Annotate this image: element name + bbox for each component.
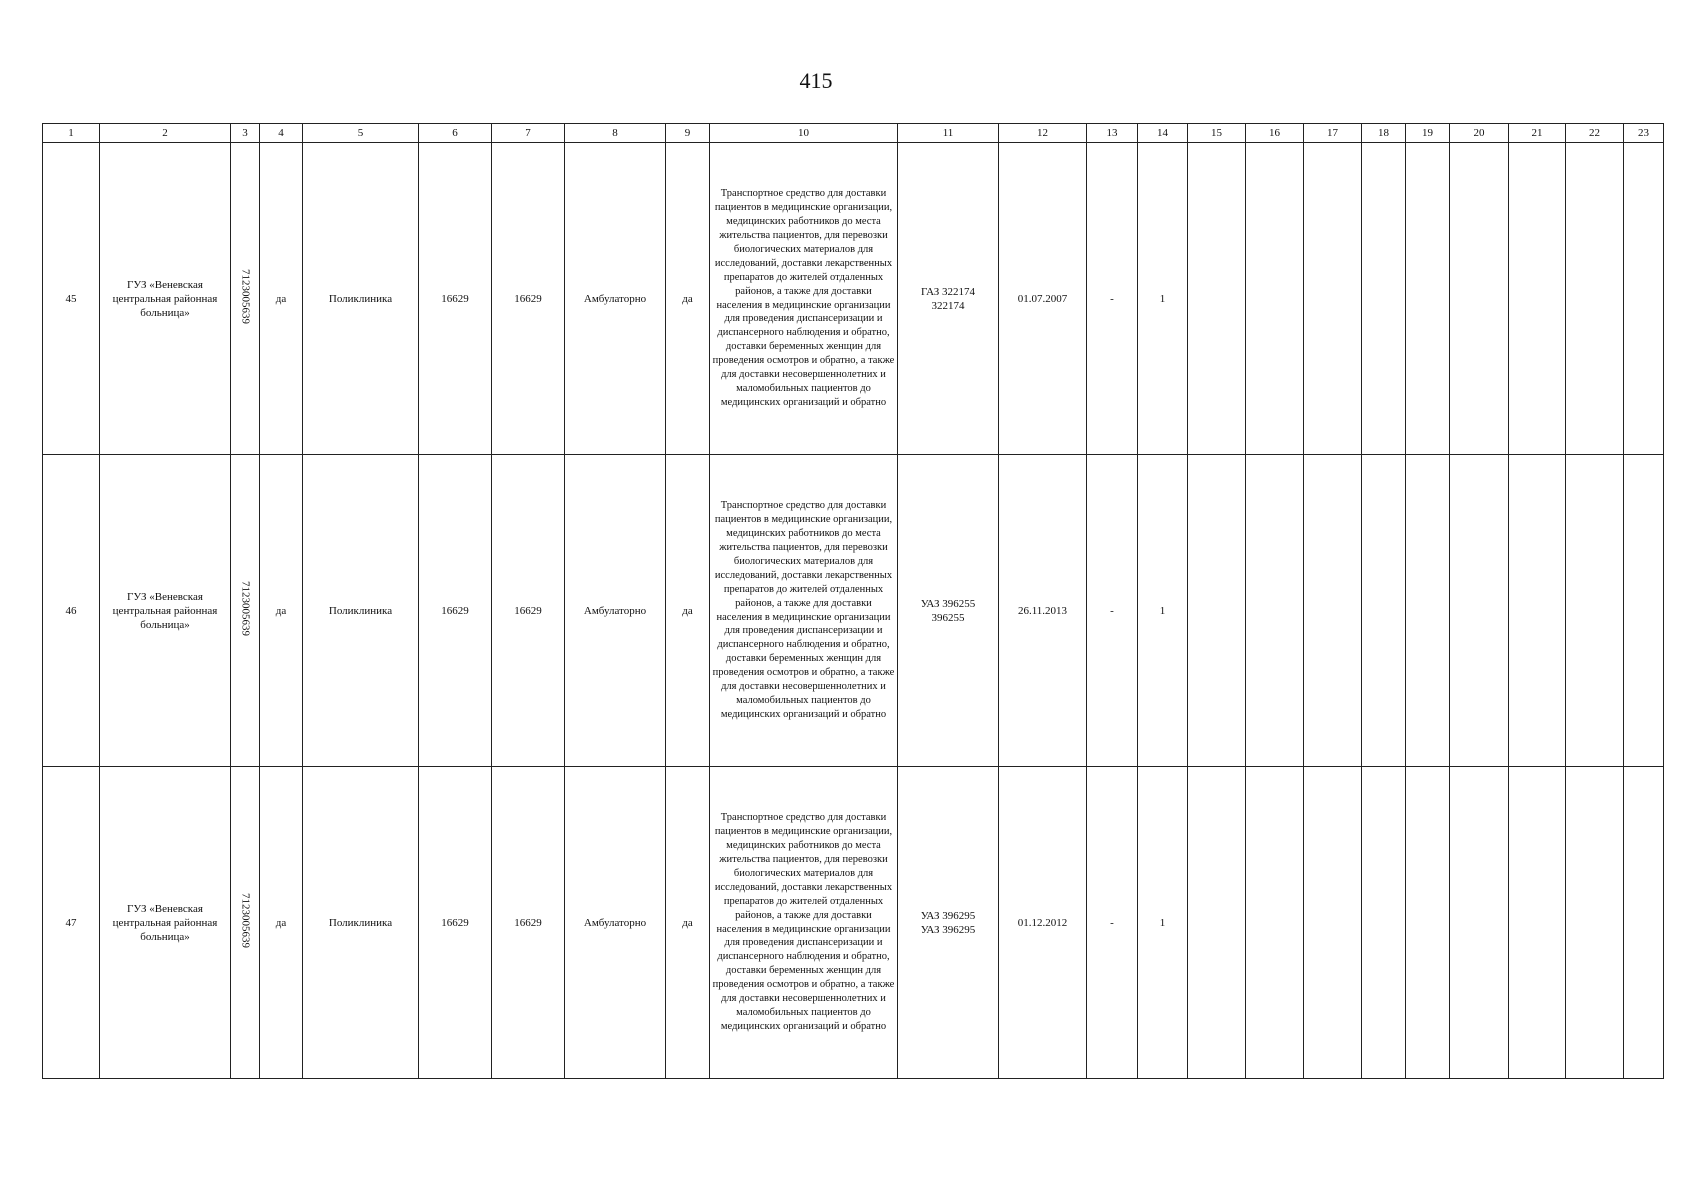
empty-cell (1624, 767, 1664, 1079)
row-number-cell: 46 (43, 455, 100, 767)
column-header: 21 (1509, 124, 1566, 143)
empty-cell (1509, 767, 1566, 1079)
row-number-cell: 45 (43, 143, 100, 455)
table-row (43, 767, 1664, 1079)
column-header: 6 (419, 124, 492, 143)
empty-cell (1406, 767, 1450, 1079)
flag-cell: да (260, 455, 303, 767)
population-cell: 16629 (419, 455, 492, 767)
empty-cell (1188, 455, 1246, 767)
organization-cell: ГУЗ «Веневская центральная районная больница» (100, 767, 231, 1079)
dash-cell: - (1087, 767, 1138, 1079)
department-cell: Поликлиника (303, 767, 419, 1079)
date-cell: 01.07.2007 (999, 143, 1087, 455)
column-header: 9 (666, 124, 710, 143)
empty-cell (1566, 143, 1624, 455)
empty-cell (1406, 455, 1450, 767)
vehicle-model-line: 322174 (931, 299, 965, 312)
column-header: 1 (43, 124, 100, 143)
column-header: 16 (1246, 124, 1304, 143)
population-cell: 16629 (492, 455, 565, 767)
column-header: 8 (565, 124, 666, 143)
population-cell: 16629 (492, 767, 565, 1079)
vehicle-model-cell (898, 143, 999, 455)
empty-cell (1246, 767, 1304, 1079)
flag-cell: да (666, 767, 710, 1079)
vehicle-model-line: УАЗ 396255 (920, 597, 976, 610)
inn-value: 7123005639 (239, 269, 252, 324)
empty-cell (1624, 455, 1664, 767)
flag-cell: да (666, 455, 710, 767)
column-header: 20 (1450, 124, 1509, 143)
care-type-cell: Амбулаторно (565, 143, 666, 455)
department-cell: Поликлиника (303, 143, 419, 455)
empty-cell (1624, 143, 1664, 455)
empty-cell (1304, 143, 1362, 455)
inn-cell (231, 767, 260, 1079)
department-cell: Поликлиника (303, 455, 419, 767)
table-row (43, 143, 1664, 455)
column-header: 19 (1406, 124, 1450, 143)
care-type-cell: Амбулаторно (565, 455, 666, 767)
purpose-cell: Транспортное средство для доставки пациентов в медицинские организации, медицинских работников до места жительства пациентов, для перевозки биологических материалов для исследований, доставки лекарственных препаратов до жителей отдаленных районов, а также для доставки населения в медицинские организации для проведения диспансеризации и диспансерного наблюдения и обратно, доставки беременных женщин для проведения осмотров и обратно, а также для доставки несовершеннолетних и маломобильных пациентов до медицинских организаций и обратно (710, 143, 898, 455)
inn-cell (231, 455, 260, 767)
organization-cell: ГУЗ «Веневская центральная районная больница» (100, 143, 231, 455)
flag-cell: да (260, 143, 303, 455)
inn-value: 7123005639 (239, 581, 252, 636)
empty-cell (1450, 455, 1509, 767)
dash-cell: - (1087, 143, 1138, 455)
flag-cell: да (260, 767, 303, 1079)
empty-cell (1362, 767, 1406, 1079)
flag-cell: да (666, 143, 710, 455)
empty-cell (1406, 143, 1450, 455)
empty-cell (1304, 455, 1362, 767)
column-header: 14 (1138, 124, 1188, 143)
empty-cell (1304, 767, 1362, 1079)
empty-cell (1509, 143, 1566, 455)
empty-cell (1246, 455, 1304, 767)
count-cell: 1 (1138, 455, 1188, 767)
date-cell: 26.11.2013 (999, 455, 1087, 767)
empty-cell (1450, 143, 1509, 455)
empty-cell (1509, 455, 1566, 767)
column-header: 23 (1624, 124, 1664, 143)
column-header: 7 (492, 124, 565, 143)
column-header: 13 (1087, 124, 1138, 143)
header-row (43, 124, 1664, 143)
page-number: 415 (799, 68, 833, 93)
inn-value: 7123005639 (239, 893, 252, 948)
column-header: 22 (1566, 124, 1624, 143)
empty-cell (1246, 143, 1304, 455)
vehicle-model-line: 396255 (931, 611, 965, 624)
column-header: 10 (710, 124, 898, 143)
organization-cell: ГУЗ «Веневская центральная районная больница» (100, 455, 231, 767)
empty-cell (1566, 455, 1624, 767)
care-type-cell: Амбулаторно (565, 767, 666, 1079)
register-table (42, 123, 1664, 1079)
column-header: 4 (260, 124, 303, 143)
column-header: 17 (1304, 124, 1362, 143)
vehicle-model-cell (898, 455, 999, 767)
table-row (43, 455, 1664, 767)
column-header: 3 (231, 124, 260, 143)
empty-cell (1362, 143, 1406, 455)
empty-cell (1450, 767, 1509, 1079)
inn-cell (231, 143, 260, 455)
vehicle-model-cell (898, 767, 999, 1079)
purpose-cell: Транспортное средство для доставки пациентов в медицинские организации, медицинских работников до места жительства пациентов, для перевозки биологических материалов для исследований, доставки лекарственных препаратов до жителей отдаленных районов, а также для доставки населения в медицинские организации для проведения диспансеризации и диспансерного наблюдения и обратно, доставки беременных женщин для проведения осмотров и обратно, а также для доставки несовершеннолетних и маломобильных пациентов до медицинских организаций и обратно (710, 455, 898, 767)
column-header: 18 (1362, 124, 1406, 143)
column-header: 2 (100, 124, 231, 143)
column-header: 12 (999, 124, 1087, 143)
empty-cell (1362, 455, 1406, 767)
vehicle-model-line: ГАЗ 322174 (920, 285, 976, 298)
vehicle-model-line: УАЗ 396295 (920, 909, 976, 922)
row-number-cell: 47 (43, 767, 100, 1079)
population-cell: 16629 (492, 143, 565, 455)
date-cell: 01.12.2012 (999, 767, 1087, 1079)
population-cell: 16629 (419, 143, 492, 455)
column-header: 11 (898, 124, 999, 143)
empty-cell (1566, 767, 1624, 1079)
count-cell: 1 (1138, 767, 1188, 1079)
vehicle-model-line: УАЗ 396295 (920, 923, 976, 936)
empty-cell (1188, 767, 1246, 1079)
purpose-cell: Транспортное средство для доставки пациентов в медицинские организации, медицинских работников до места жительства пациентов, для перевозки биологических материалов для исследований, доставки лекарственных препаратов до жителей отдаленных районов, а также для доставки населения в медицинские организации для проведения диспансеризации и диспансерного наблюдения и обратно, доставки беременных женщин для проведения осмотров и обратно, а также для доставки несовершеннолетних и маломобильных пациентов до медицинских организаций и обратно (710, 767, 898, 1079)
empty-cell (1188, 143, 1246, 455)
dash-cell: - (1087, 455, 1138, 767)
column-header: 15 (1188, 124, 1246, 143)
column-header: 5 (303, 124, 419, 143)
population-cell: 16629 (419, 767, 492, 1079)
count-cell: 1 (1138, 143, 1188, 455)
